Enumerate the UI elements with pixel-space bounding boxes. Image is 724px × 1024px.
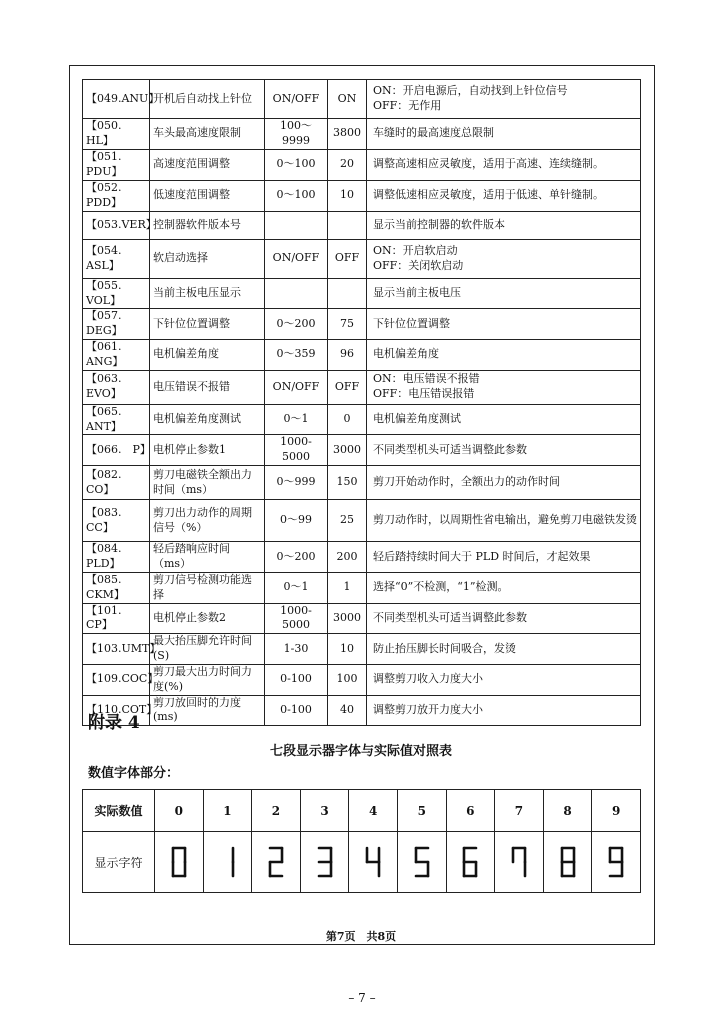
param-desc — [367, 435, 641, 466]
param-name: 最大抬压脚允许时间(S) — [150, 634, 265, 665]
digit-display — [446, 832, 495, 893]
param-name: 开机后自动找上针位 — [150, 80, 265, 119]
param-code: 【049.ANU】 — [83, 80, 150, 119]
param-default: 150 — [328, 466, 367, 500]
param-default: 96 — [328, 340, 367, 371]
param-range: 0～200 — [265, 309, 328, 340]
param-range: 0～1 — [265, 404, 328, 435]
param-name: 电机偏差角度测试 — [150, 404, 265, 435]
seven-segment-glyph — [511, 846, 527, 878]
parameter-table — [82, 79, 641, 726]
param-default: 3000 — [328, 603, 367, 634]
param-default: OFF — [328, 239, 367, 278]
param-name: 剪刀信号检测功能选择 — [150, 572, 265, 603]
seven-segment-glyph — [171, 846, 187, 878]
page-footer: – 7 – — [348, 991, 376, 1005]
row-header-display: 显示字符 — [83, 832, 155, 893]
seven-segment-glyph — [317, 846, 333, 878]
param-code: 【083. CC】 — [83, 500, 150, 542]
digit-value: 2 — [252, 790, 301, 832]
digit-display — [543, 832, 592, 893]
param-range: 0～200 — [265, 542, 328, 573]
param-code: 【082. CO】 — [83, 466, 150, 500]
param-desc — [367, 211, 641, 239]
param-desc — [367, 239, 641, 278]
param-default: 10 — [328, 180, 367, 211]
param-default: 3000 — [328, 435, 367, 466]
param-default: 40 — [328, 695, 367, 726]
param-row — [83, 119, 641, 150]
param-row — [83, 466, 641, 500]
param-code: 【065. ANT】 — [83, 404, 150, 435]
param-desc-line: 显示当前控制器的软件版本 — [373, 217, 505, 231]
param-range: ON/OFF — [265, 370, 328, 404]
param-name: 低速度范围调整 — [150, 180, 265, 211]
param-default: ON — [328, 80, 367, 119]
param-desc-line: 调整剪刀放开力度大小 — [373, 702, 483, 716]
param-desc — [367, 309, 641, 340]
row-header-value: 实际数值 — [83, 790, 155, 832]
param-desc-line: 剪刀开始动作时，全额出力的动作时间 — [373, 475, 560, 489]
param-row — [83, 180, 641, 211]
param-range — [265, 211, 328, 239]
param-desc-line: 显示当前主板电压 — [373, 286, 461, 300]
param-desc — [367, 404, 641, 435]
param-desc-line: 车缝时的最高速度总限制 — [373, 126, 494, 140]
digit-display — [203, 832, 252, 893]
param-row — [83, 309, 641, 340]
param-range: 0～100 — [265, 180, 328, 211]
param-desc — [367, 542, 641, 573]
param-desc-line: 不同类型机头可适当调整此参数 — [373, 442, 527, 456]
param-desc — [367, 603, 641, 634]
param-name: 当前主板电压显示 — [150, 278, 265, 309]
seven-segment-glyph — [268, 846, 284, 878]
param-desc — [367, 466, 641, 500]
param-desc — [367, 278, 641, 309]
param-desc — [367, 119, 641, 150]
param-desc-line: 防止抬压脚长时间吸合，发烫 — [373, 641, 516, 655]
param-desc-line: OFF：关闭软启动 — [373, 258, 464, 272]
param-row — [83, 664, 641, 695]
digit-value: 4 — [349, 790, 398, 832]
param-code: 【061. ANG】 — [83, 340, 150, 371]
param-desc — [367, 572, 641, 603]
param-code: 【085. CKM】 — [83, 572, 150, 603]
param-range — [265, 278, 328, 309]
param-code: 【066. P】 — [83, 435, 150, 466]
param-default: 100 — [328, 664, 367, 695]
param-desc-line: 选择“0”不检测，“1”检测。 — [373, 580, 509, 594]
param-range: 0～99 — [265, 500, 328, 542]
param-name: 电压错误不报错 — [150, 370, 265, 404]
digit-display — [252, 832, 301, 893]
param-name: 控制器软件版本号 — [150, 211, 265, 239]
param-code: 【101. CP】 — [83, 603, 150, 634]
param-row — [83, 500, 641, 542]
param-desc — [367, 695, 641, 726]
param-name: 剪刀放回时的力度(ms) — [150, 695, 265, 726]
param-range: 0～999 — [265, 466, 328, 500]
param-range: 0～1 — [265, 572, 328, 603]
param-code: 【110.COT】 — [83, 695, 150, 726]
param-default: 200 — [328, 542, 367, 573]
digit-value: 7 — [495, 790, 544, 832]
param-code: 【050. HL】 — [83, 119, 150, 150]
param-row — [83, 239, 641, 278]
param-default: 1 — [328, 572, 367, 603]
seven-segment-glyph — [560, 846, 576, 878]
param-desc-line: 调整高速相应灵敏度，适用于高速、连续缝制。 — [373, 157, 604, 171]
param-name: 剪刀电磁铁全额出力时间（ms） — [150, 466, 265, 500]
param-desc — [367, 340, 641, 371]
param-desc-line: ON：开启软启动 — [373, 243, 458, 257]
param-desc — [367, 370, 641, 404]
param-desc-line: 下针位位置调整 — [373, 316, 450, 330]
param-desc-line: ON：电压错误不报错 — [373, 372, 480, 386]
param-default: 75 — [328, 309, 367, 340]
digit-value: 5 — [397, 790, 446, 832]
param-default: OFF — [328, 370, 367, 404]
param-desc-line: 调整低速相应灵敏度，适用于低速、单针缝制。 — [373, 188, 604, 202]
digit-value: 6 — [446, 790, 495, 832]
param-code: 【054. ASL】 — [83, 239, 150, 278]
param-desc — [367, 634, 641, 665]
param-row — [83, 211, 641, 239]
param-default: 20 — [328, 149, 367, 180]
param-name: 下针位位置调整 — [150, 309, 265, 340]
param-name: 剪刀最大出力时间力度(%) — [150, 664, 265, 695]
digit-display — [300, 832, 349, 893]
param-range: 0-100 — [265, 664, 328, 695]
appendix-title: 附录 4 — [88, 713, 140, 733]
digit-display — [592, 832, 641, 893]
param-range: ON/OFF — [265, 80, 328, 119]
param-code: 【053.VER】 — [83, 211, 150, 239]
digit-value: 1 — [203, 790, 252, 832]
param-default: 10 — [328, 634, 367, 665]
digit-display — [155, 832, 204, 893]
param-desc-line: 调整剪刀收入力度大小 — [373, 672, 483, 686]
param-default — [328, 278, 367, 309]
param-range: 1000-5000 — [265, 435, 328, 466]
digit-value: 8 — [543, 790, 592, 832]
param-desc — [367, 500, 641, 542]
param-range: ON/OFF — [265, 239, 328, 278]
param-code: 【052. PDD】 — [83, 180, 150, 211]
digit-display — [397, 832, 446, 893]
table-caption: 七段显示器字体与实际值对照表 — [269, 744, 452, 759]
digit-value: 3 — [300, 790, 349, 832]
param-range: 1000-5000 — [265, 603, 328, 634]
param-desc — [367, 664, 641, 695]
param-desc-line: 电机偏差角度测试 — [373, 412, 461, 426]
param-row — [83, 435, 641, 466]
param-name: 剪刀出力动作的周期信号（%） — [150, 500, 265, 542]
seven-segment-table — [82, 789, 641, 893]
param-name: 电机偏差角度 — [150, 340, 265, 371]
param-default: 25 — [328, 500, 367, 542]
param-name: 软启动选择 — [150, 239, 265, 278]
section-label: 数值字体部分： — [88, 766, 180, 781]
param-name: 电机停止参数2 — [150, 603, 265, 634]
param-row — [83, 278, 641, 309]
param-desc — [367, 80, 641, 119]
param-desc-line: ON：开启电源后，自动找到上针位信号 — [373, 84, 568, 98]
digit-display — [495, 832, 544, 893]
param-code: 【103.UMT】 — [83, 634, 150, 665]
param-code: 【051. PDU】 — [83, 149, 150, 180]
param-code: 【057. DEG】 — [83, 309, 150, 340]
param-name: 车头最高速度限制 — [150, 119, 265, 150]
param-default: 3800 — [328, 119, 367, 150]
param-code: 【055. VOL】 — [83, 278, 150, 309]
param-range: 0～359 — [265, 340, 328, 371]
param-code: 【109.COC】 — [83, 664, 150, 695]
param-range: 1-30 — [265, 634, 328, 665]
seven-segment-glyph — [219, 846, 235, 878]
seven-segment-glyph — [608, 846, 624, 878]
seven-segment-glyph — [365, 846, 381, 878]
param-name: 高速度范围调整 — [150, 149, 265, 180]
param-desc — [367, 149, 641, 180]
param-name: 电机停止参数1 — [150, 435, 265, 466]
param-name: 轻后踏响应时间（ms） — [150, 542, 265, 573]
param-row — [83, 340, 641, 371]
param-row — [83, 603, 641, 634]
param-desc — [367, 180, 641, 211]
page-number: 第7页 共8页 — [325, 930, 397, 943]
param-row — [83, 634, 641, 665]
param-row — [83, 572, 641, 603]
seven-segment-glyph — [414, 846, 430, 878]
param-row — [83, 404, 641, 435]
param-range: 0～100 — [265, 149, 328, 180]
param-row — [83, 80, 641, 119]
param-default — [328, 211, 367, 239]
param-desc-line: OFF：无作用 — [373, 99, 442, 112]
param-code: 【084. PLD】 — [83, 542, 150, 573]
param-desc-line: 不同类型机头可适当调整此参数 — [373, 610, 527, 624]
param-desc-line: 电机偏差角度 — [373, 347, 439, 361]
param-row — [83, 695, 641, 726]
digit-value: 0 — [155, 790, 204, 832]
param-row — [83, 370, 641, 404]
param-desc-line: 轻后踏持续时间大于 PLD 时间后，才起效果 — [373, 549, 591, 563]
param-code: 【063. EVO】 — [83, 370, 150, 404]
param-desc-line: 剪刀动作时，以周期性省电输出，避免剪刀电磁铁发烫 — [373, 513, 637, 527]
digit-value: 9 — [592, 790, 641, 832]
param-row — [83, 542, 641, 573]
param-desc-line: OFF：电压错误报错 — [373, 387, 475, 401]
param-range: 100～9999 — [265, 119, 328, 150]
digit-display — [349, 832, 398, 893]
param-row — [83, 149, 641, 180]
seven-segment-glyph — [462, 846, 478, 878]
param-default: 0 — [328, 404, 367, 435]
param-range: 0-100 — [265, 695, 328, 726]
